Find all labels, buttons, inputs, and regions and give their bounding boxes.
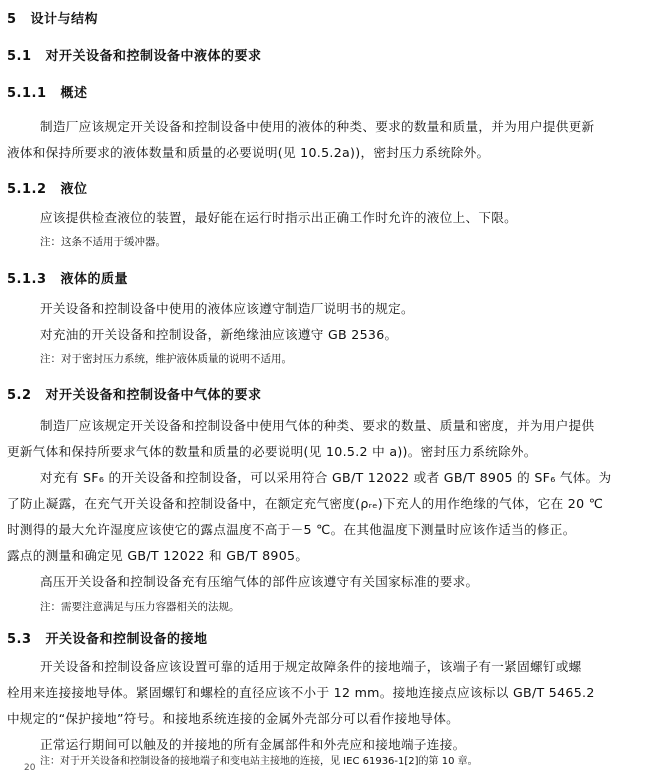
section-number: 5.1.3 <box>7 272 47 287</box>
paragraph-line: 更新气体和保持所要求气体的数量和质量的必要说明(见 10.5.2 中 a))。密封压力系统除外。 <box>7 444 537 459</box>
paragraph-line: 栓用来连接接地导体。紧固螺钉和螺栓的直径应该不小于 12 mm。接地连接点应该标以 GB/T 5465.2 <box>7 685 595 700</box>
section-title: 对开关设备和控制设备中液体的要求 <box>45 49 262 64</box>
paragraph-line: 制造厂应该规定开关设备和控制设备中使用气体的种类、要求的数量、质量和密度，并为用户提供 <box>40 418 595 433</box>
note: 注：需要注意满足与压力容器相关的法规。 <box>40 601 240 613</box>
section-5-3-heading <box>7 628 208 647</box>
section-5-1-3-heading <box>7 268 128 287</box>
paragraph-line: 了防止凝露，在充气开关设备和控制设备中，在额定充气密度(ρᵣₑ)下充人的用作绝缘的气体，它在 20 ℃ <box>7 496 604 511</box>
section-title: 开关设备和控制设备的接地 <box>45 632 208 647</box>
note: 注：对于开关设备和控制设备的接地端子和变电站主接地的连接，见 IEC 61936-1[2]的第 10 章。 <box>40 756 478 767</box>
paragraph-line: 中规定的“保护接地”符号。和接地系统连接的金属外壳部分可以看作接地导体。 <box>7 711 460 726</box>
section-title: 概述 <box>60 86 88 101</box>
paragraph-line: 开关设备和控制设备应该设置可靠的适用于规定故障条件的接地端子，该端子有一紧固螺钉或螺 <box>40 659 582 674</box>
section-number: 5.2 <box>7 388 32 403</box>
section-number: 5.3 <box>7 632 32 647</box>
paragraph-line: 对充油的开关设备和控制设备，新绝缘油应该遵守 GB 2536。 <box>40 327 398 342</box>
note: 注：对于密封压力系统，维护液体质量的说明不适用。 <box>40 353 292 365</box>
section-number: 5.1.1 <box>7 86 47 101</box>
paragraph-line: 对充有 SF₆ 的开关设备和控制设备，可以采用符合 GB/T 12022 或者 GB/T 8905 的 SF₆ 气体。为 <box>40 470 612 485</box>
section-number: 5 <box>7 12 17 27</box>
paragraph-line: 时测得的最大允许湿度应该使它的露点温度不高于－5 ℃。在其他温度下测量时应该作适当的修正。 <box>7 522 576 537</box>
section-title: 液体的质量 <box>60 272 129 287</box>
paragraph-line: 正常运行期间可以触及的并接地的所有金属部件和外壳应和接地端子连接。 <box>40 737 466 752</box>
section-5-2-heading <box>7 384 262 403</box>
section-5-1-1-heading <box>7 82 88 101</box>
section-title: 设计与结构 <box>30 12 99 27</box>
section-number: 5.1 <box>7 49 32 64</box>
page-number-fragment: 20 <box>24 763 36 773</box>
paragraph-line: 应该提供检查液位的装置，最好能在运行时指示出正确工作时允许的液位上、下限。 <box>40 210 518 225</box>
paragraph-line: 液体和保持所要求的液体数量和质量的必要说明(见 10.5.2a))，密封压力系统除外。 <box>7 145 490 160</box>
paragraph-line: 高压开关设备和控制设备充有压缩气体的部件应该遵守有关国家标准的要求。 <box>40 574 479 589</box>
paragraph-line: 露点的测量和确定见 GB/T 12022 和 GB/T 8905。 <box>7 548 309 563</box>
section-title: 液位 <box>60 182 88 197</box>
section-title: 对开关设备和控制设备中气体的要求 <box>45 388 262 403</box>
note: 注：这条不适用于缓冲器。 <box>40 236 166 248</box>
section-5-1-heading <box>7 45 262 64</box>
section-5-heading <box>7 8 98 27</box>
section-number: 5.1.2 <box>7 182 47 197</box>
paragraph-line: 开关设备和控制设备中使用的液体应该遵守制造厂说明书的规定。 <box>40 301 414 316</box>
paragraph-line: 制造厂应该规定开关设备和控制设备中使用的液体的种类、要求的数量和质量，并为用户提供更新 <box>40 119 595 134</box>
section-5-1-2-heading <box>7 178 88 197</box>
